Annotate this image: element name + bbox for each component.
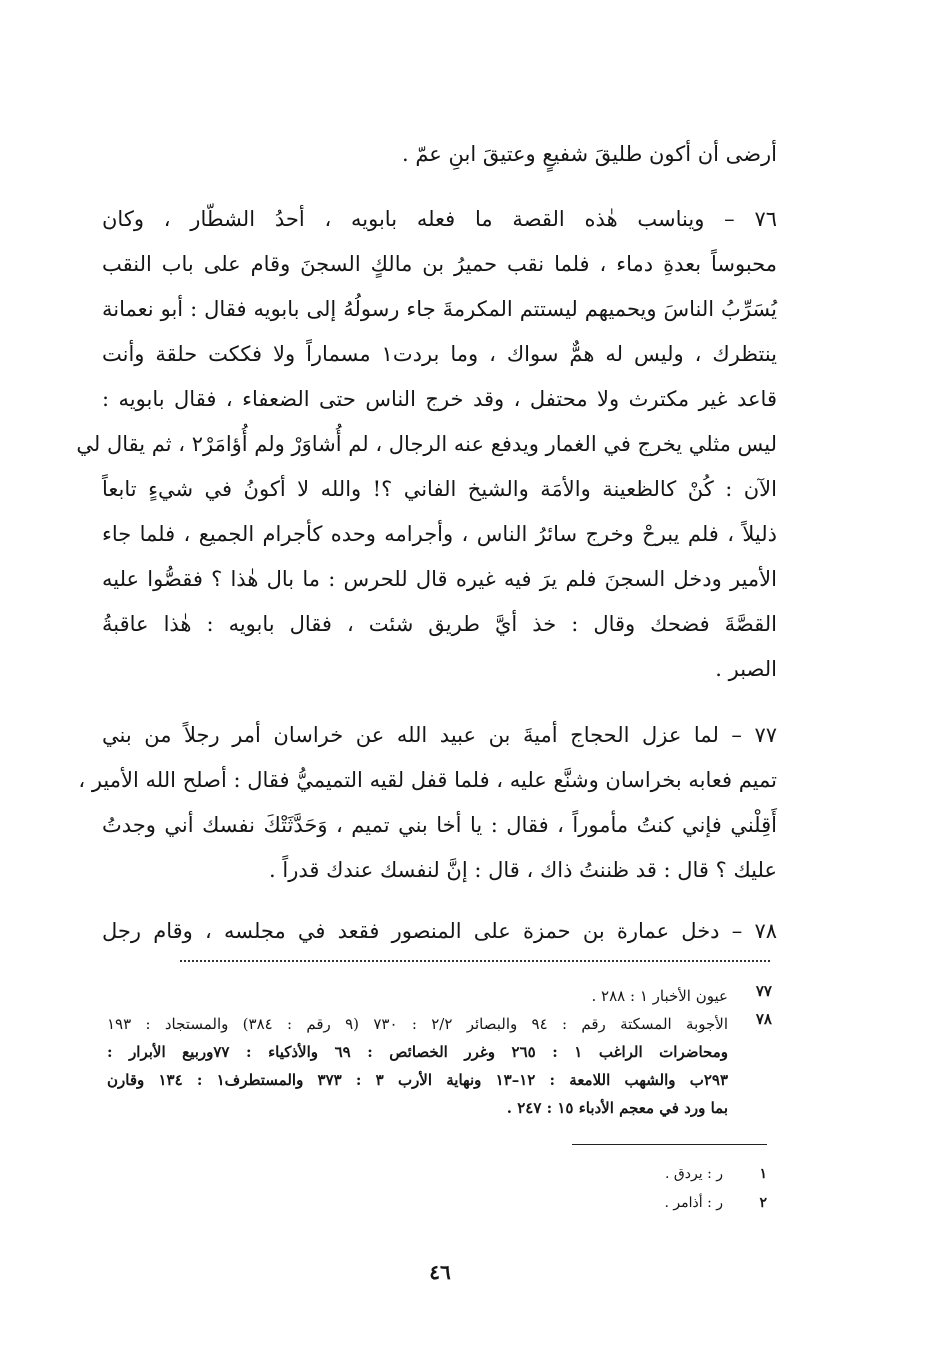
text-line: ٧٨ – دخل عمارة بن حمزة على المنصور فقعد في مجلسه ، وقام رجل — [102, 919, 777, 943]
text-line: عليك ؟ قال : قد ظننتُ ذاك ، قال : إنَّ لنفسك عندك قدراً . — [269, 858, 777, 882]
footnote-dotted-separator — [180, 960, 770, 962]
entry-77-paragraph — [78, 713, 777, 893]
note-body — [107, 982, 728, 1010]
opening-paragraph — [102, 132, 777, 177]
note-line: عيون الأخبار ١ : ٢٨٨ . — [591, 987, 728, 1005]
text-line: ليس مثلي يخرج في الغمار ويدفع عنه الرجال ، لم أُشاوَرْ ولم أُؤامَرْ٢ ، ثم يقال لي — [76, 432, 777, 456]
note-number: ١ — [759, 1166, 767, 1182]
note-number: ٧٨ — [755, 1010, 772, 1028]
source-notes — [107, 982, 772, 1122]
text-line: ينتظرك ، وليس له همٌّ سواك ، وما بردت١ مسماراً ولا فككت حلقة وأنت — [102, 342, 778, 366]
variant-note-2 — [467, 1189, 767, 1218]
text-line: الآن : كُنْ كالظعينة والأمَة والشيخ الفاني ؟! والله لا أكونُ في شيءٍ تابعاً — [102, 477, 777, 501]
text-line: يُسَرِّبُ الناسَ ويحميهم ليستتم المكرمةَ جاء رسولُهُ إلى بابويه فقال : أبو نعمانة — [102, 297, 777, 321]
variant-notes — [467, 1160, 767, 1218]
entry-78-paragraph — [102, 909, 777, 954]
text-line: القصَّةَ فضحك وقال : خذ أيَّ طريق شئت ، فقال بابويه : هٰذا عاقبةُ — [102, 612, 777, 636]
text-line: الصبر . — [715, 657, 777, 681]
note-body — [107, 1010, 728, 1122]
text-line: قاعد غير مكترث ولا محتفل ، وقد خرج الناس حتى الضعفاء ، فقال بابويه : — [102, 387, 777, 411]
text-line: تميم فعابه بخراسان وشنَّع عليه ، فلما قفل لقيه التميميُّ فقال : أصلح الله الأمير ، — [78, 768, 777, 792]
source-note-78 — [107, 1010, 772, 1122]
entry-76-paragraph — [76, 197, 778, 692]
source-note-77 — [107, 982, 772, 1010]
text-line: أرضى أن أكون طليقَ شفيعٍ وعتيقَ ابنِ عمّ . — [401, 142, 777, 166]
note-text: ر : يردق . — [665, 1166, 723, 1182]
note-number: ٢ — [759, 1195, 767, 1211]
page-number: ٤٦ — [429, 1260, 451, 1284]
note-line: ومحاضرات الراغب ١ : ٢٦٥ وغرر الخصائص : ٦٩ والأذكياء : ٧٧وربيع الأبرار : — [107, 1043, 729, 1061]
text-line: الأمير ودخل السجنَ فلم يرَ فيه غيره قال للحرس : ما بال هٰذا ؟ فقصُّوا عليه — [102, 567, 777, 591]
text-line: ذليلاً ، فلم يبرحْ وخرج سائرُ الناس ، وأجرامه وحده كأجرام الجميع ، فلما جاء — [102, 522, 777, 546]
note-line: ٢٩٣ب والشهب اللامعة : ١٢–١٣ ونهاية الأرب ٣ : ٣٧٣ والمستطرف١ : ١٣٤ وقارن — [107, 1071, 728, 1089]
variant-note-1 — [467, 1160, 767, 1189]
note-line: بما ورد في معجم الأدباء ١٥ : ٢٤٧ . — [506, 1099, 728, 1117]
text-line: أَقِلْني فإني كنتُ مأموراً ، فقال : يا أخا بني تميم ، وَحَدَّثَتْكَ نفسك أني وجدتُ — [102, 813, 777, 837]
text-line: محبوساً بعدةِ دماء ، فلما نقب حميرُ بن مالكٍ السجنَ وقام على باب النقب — [102, 252, 777, 276]
text-line: ٧٧ – لما عزل الحجاج أميةَ بن عبيد الله عن خراسان أمر رجلاً من بني — [102, 723, 777, 747]
note-number: ٧٧ — [755, 982, 772, 1000]
text-line: ٧٦ – ويناسب هٰذه القصة ما فعله بابويه ، أحدُ الشطّار ، وكان — [102, 207, 777, 231]
note-line: الأجوبة المسكتة رقم : ٩٤ والبصائر ٢/٢ : ٧٣٠ (٩ رقم : ٣٨٤) والمستجاد : ١٩٣ — [107, 1015, 728, 1033]
footnote-solid-separator — [572, 1144, 767, 1145]
note-text: ر : أذامر . — [664, 1195, 723, 1211]
